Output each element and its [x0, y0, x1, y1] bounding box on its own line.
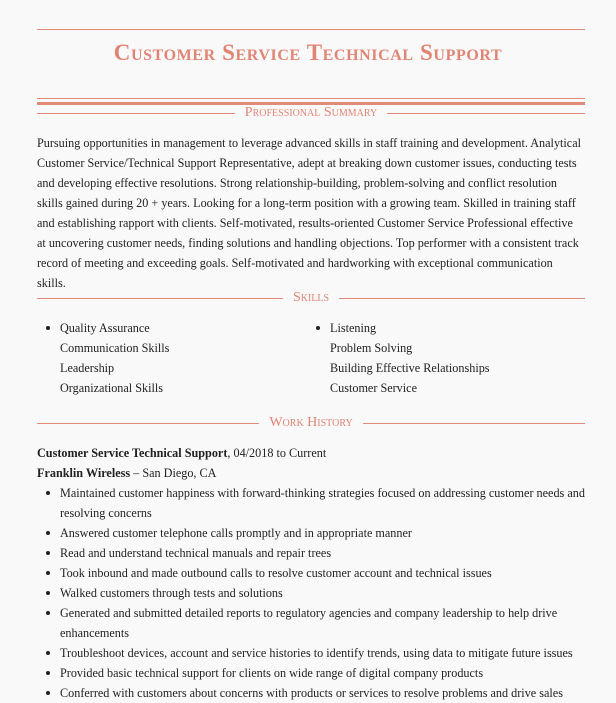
- skill-item: Customer Service: [330, 381, 417, 395]
- skills-column-right: [307, 318, 577, 398]
- resume-title: Customer Service Technical Support: [113, 40, 503, 65]
- job-dates: , 04/2018 to Current: [227, 446, 327, 460]
- skill-item: Organizational Skills: [60, 381, 164, 395]
- skills-list: [37, 318, 585, 398]
- job-bullet: Read and understand technical manuals and repair trees: [37, 543, 585, 563]
- section-heading-work-history: [37, 415, 585, 431]
- job-bullets: [37, 483, 585, 703]
- company-location: – San Diego, CA: [130, 466, 217, 480]
- title-divider-thin: [37, 98, 585, 99]
- job-entry: [37, 443, 585, 703]
- section-label: Professional Summary: [244, 105, 378, 120]
- company-name: Franklin Wireless: [37, 466, 131, 480]
- skill-item: Problem Solving: [330, 341, 413, 355]
- job-bullet: Troubleshoot devices, account and service histories to identify trends, using data to mitigate future issues: [37, 643, 585, 663]
- skill-item: Listening: [307, 318, 577, 338]
- job-bullet: Generated and submitted detailed reports to regulatory agencies and company leadership to help drive enhancements: [37, 603, 585, 643]
- job-bullet: Maintained customer happiness with forward-thinking strategies focused on addressing customer needs and resolving concerns: [37, 483, 585, 523]
- section-heading-skills: [37, 290, 585, 306]
- job-bullet: Answered customer telephone calls promptly and in appropriate manner: [37, 523, 585, 543]
- professional-summary-text: Pursuing opportunities in management to leverage advanced skills in staff training and development. Analytical Customer Service/Technical Support Representative, adept at breaking down customer issues, conducting tests and developing effective resolutions. Strong relationship-building, problem-solving and conflict resolution skills gained during 20 + years. Looking for a long-term position with a growing team. Skilled in training staff and establishing rapport with clients. Self-motivated, results-oriented Customer Service Professional effective at uncovering customer needs, finding solutions and handling objections. Top performer with a consistent track record of meeting and exceeding goals. Self-motivated and hardworking with exceptional communication skills.: [37, 136, 582, 290]
- section-label: Skills: [292, 290, 330, 305]
- top-divider: [37, 29, 585, 30]
- skills-column-left: [37, 318, 307, 398]
- job-title: Customer Service Technical Support: [37, 446, 228, 460]
- job-bullet: Conferred with customers about concerns with products or services to resolve problems and drive sales: [37, 683, 585, 703]
- skill-item: Leadership: [60, 361, 115, 375]
- job-bullet: Provided basic technical support for clients on wide range of digital company products: [37, 663, 585, 683]
- skill-item: Building Effective Relationships: [330, 361, 490, 375]
- skill-item: Communication Skills: [60, 341, 170, 355]
- skill-item: Quality Assurance: [37, 318, 307, 338]
- section-heading-summary: [37, 105, 585, 121]
- job-bullet: Walked customers through tests and solutions: [37, 583, 585, 603]
- job-bullet: Took inbound and made outbound calls to resolve customer account and technical issues: [37, 563, 585, 583]
- section-label: Work History: [269, 415, 353, 430]
